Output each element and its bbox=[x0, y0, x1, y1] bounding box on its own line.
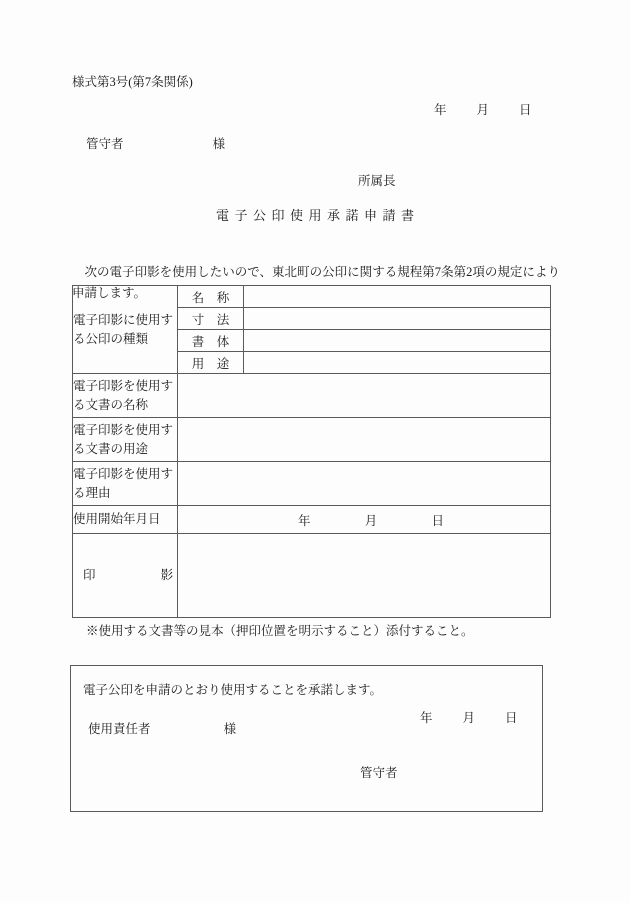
table-row bbox=[73, 506, 551, 534]
start-date-line bbox=[178, 511, 550, 529]
usage-reason-label: 電子印影を使用する理由 bbox=[73, 462, 178, 506]
approval-custodian: 管守者 bbox=[360, 766, 398, 780]
recipient-honorific: 様 bbox=[212, 137, 226, 151]
document-name-label: 電子印影を使用する文書の名称 bbox=[73, 374, 178, 418]
page-title: 電子公印使用承諾申請書 bbox=[215, 208, 420, 223]
approval-box bbox=[70, 665, 543, 812]
table-row bbox=[73, 462, 551, 506]
header-date-day: 日 bbox=[519, 103, 532, 117]
approval-date-line bbox=[420, 708, 518, 726]
recipient-name: 管守者 bbox=[86, 137, 124, 151]
start-date-year: 年 bbox=[298, 513, 311, 528]
table-row bbox=[73, 286, 551, 308]
start-date-value[interactable] bbox=[178, 506, 551, 534]
document-purpose-label: 電子印影を使用する文書の用途 bbox=[73, 418, 178, 462]
header-date-line bbox=[434, 100, 532, 118]
form-number: 様式第3号(第7条関係) bbox=[72, 75, 193, 89]
approval-responsible-line bbox=[88, 723, 236, 736]
seal-impression-label bbox=[73, 534, 178, 618]
recipient-line bbox=[86, 138, 225, 151]
seal-type-value-font[interactable] bbox=[244, 330, 551, 352]
seal-type-sublabel-name: 名 称 bbox=[178, 286, 244, 308]
start-date-month: 月 bbox=[364, 513, 378, 528]
approval-statement: 電子公印を申請のとおり使用することを承諾します。 bbox=[83, 683, 383, 697]
usage-reason-value[interactable] bbox=[178, 462, 551, 506]
seal-impression-label-part1: 印 bbox=[83, 568, 96, 582]
table-row bbox=[73, 534, 551, 618]
document-purpose-value[interactable] bbox=[178, 418, 551, 462]
seal-type-sublabel-font: 書 体 bbox=[178, 330, 244, 352]
approval-responsible-honorific: 様 bbox=[223, 722, 237, 736]
approval-responsible-name: 使用責任者 bbox=[88, 722, 151, 736]
seal-type-label: 電子印影に使用する公印の種類 bbox=[73, 286, 178, 374]
document-name-value[interactable] bbox=[178, 374, 551, 418]
seal-type-value-name[interactable] bbox=[244, 286, 551, 308]
seal-impression-value[interactable] bbox=[178, 534, 551, 618]
attachment-note: ※使用する文書等の見本（押印位置を明示すること）添付すること。 bbox=[86, 624, 474, 638]
seal-type-sublabel-size: 寸 法 bbox=[178, 308, 244, 330]
table-row bbox=[73, 374, 551, 418]
application-table bbox=[72, 285, 551, 618]
header-date-month: 月 bbox=[476, 103, 490, 117]
approval-date-month: 月 bbox=[462, 711, 476, 725]
body-paragraph: 次の電子印影を使用したいので、東北町の公印に関する規程第7条第2項の規定により申請します。 bbox=[72, 265, 560, 300]
sender-title: 所属長 bbox=[358, 174, 396, 188]
start-date-label: 使用開始年月日 bbox=[73, 506, 178, 534]
start-date-day: 日 bbox=[431, 513, 445, 528]
seal-impression-label-part2: 影 bbox=[160, 568, 174, 582]
table-row bbox=[73, 418, 551, 462]
seal-type-sublabel-purpose: 用 途 bbox=[178, 352, 244, 374]
seal-type-value-size[interactable] bbox=[244, 308, 551, 330]
approval-date-day: 日 bbox=[505, 711, 518, 725]
header-date-year: 年 bbox=[434, 103, 447, 117]
approval-date-year: 年 bbox=[420, 711, 433, 725]
seal-type-value-purpose[interactable] bbox=[244, 352, 551, 374]
